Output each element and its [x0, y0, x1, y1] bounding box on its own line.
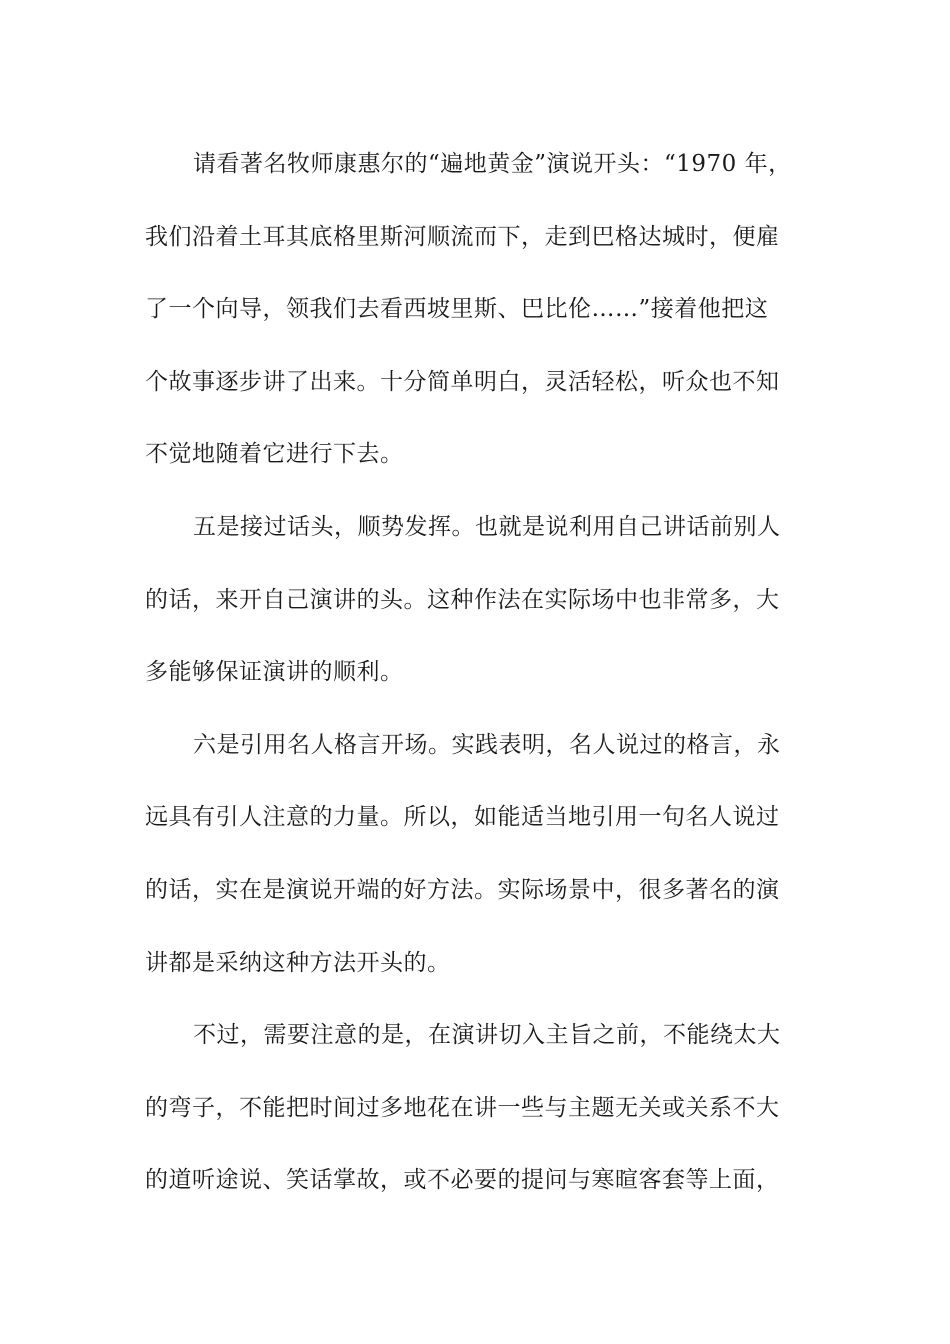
body-text — [145, 128, 805, 1217]
text-line: 不过，需要注意的是，在演讲切入主旨之前，不能绕太大 — [193, 1022, 781, 1049]
text-line: 了一个向导，领我们去看西坡里斯、巴比伦……”接着他把这 — [145, 296, 769, 323]
text-line: 六是引用名人格言开场。实践表明，名人说过的格言，永 — [193, 731, 781, 758]
text-line: 的道听途说、笑话掌故，或不必要的提问与寒暄客套等上面， — [145, 1167, 780, 1194]
text-line: 我们沿着土耳其底格里斯河顺流而下，走到巴格达城时，便雇 — [145, 223, 780, 250]
text-line: 远具有引人注意的力量。所以，如能适当地引用一句名人说过 — [145, 804, 780, 831]
text-line: 多能够保证演讲的顺利。 — [145, 659, 404, 686]
text-line: 的话，实在是演说开端的好方法。实际场景中，很多著名的演 — [145, 876, 780, 903]
text-line: 请看著名牧师康惠尔的“遍地黄金”演说开头：“1970 年， — [193, 151, 792, 177]
text-line: 的话，来开自己演讲的头。这种作法在实际场中也非常多，大 — [145, 586, 780, 613]
text-line: 个故事逐步讲了出来。十分简单明白，灵活轻松，听众也不知 — [145, 368, 780, 395]
text-line: 的弯子，不能把时间过多地花在讲一些与主题无关或关系不大 — [145, 1094, 780, 1121]
text-line: 五是接过话头，顺势发挥。也就是说利用自己讲话前别人 — [193, 513, 781, 540]
text-line: 讲都是采纳这种方法开头的。 — [145, 949, 451, 976]
text-line: 不觉地随着它进行下去。 — [145, 441, 404, 468]
